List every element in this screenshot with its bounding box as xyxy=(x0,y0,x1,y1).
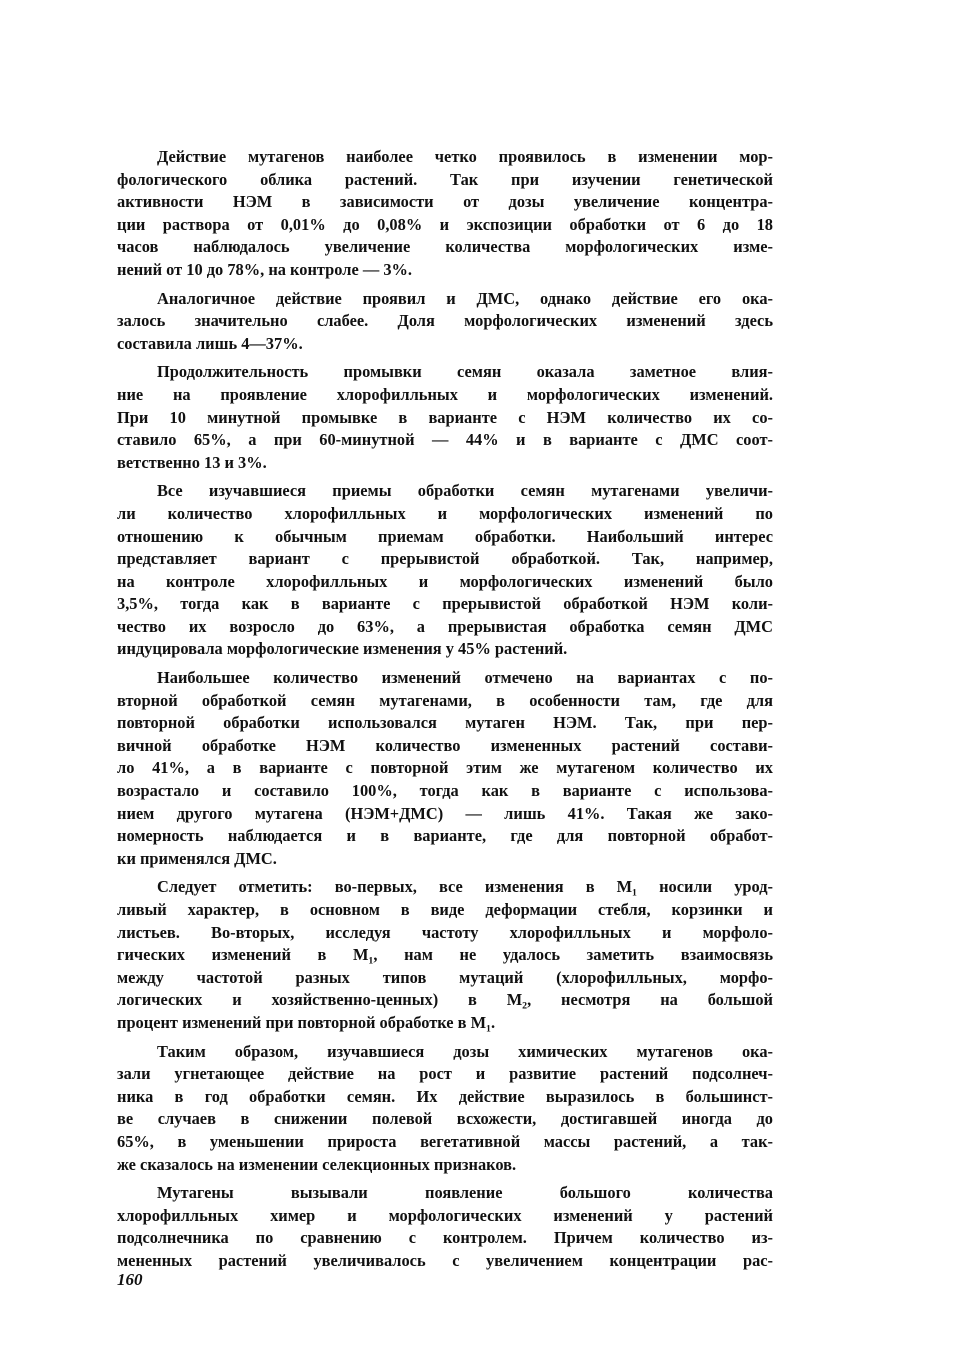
paragraph-6 xyxy=(117,876,773,1034)
text-line: листьев. Во-вторых, исследуя частоту хлорофилльных и морфоло- xyxy=(117,922,773,942)
paragraph-3 xyxy=(117,361,773,474)
text-line: процент изменений при повторной обработке в M₁. xyxy=(117,1012,496,1032)
text-line: ве случаев в снижении полевой всхожести, достигавшей иногда до xyxy=(117,1109,773,1129)
text-line: ли количество хлорофилльных и морфологических изменений по xyxy=(117,503,773,523)
text-line: Продолжительность промывки семян оказала заметное влия- xyxy=(157,362,773,382)
text-line: номерность наблюдается и в варианте, где для повторной обработ- xyxy=(117,826,773,846)
text-line: на контроле хлорофилльных и морфологических изменений было xyxy=(117,571,773,591)
text-line: 65%, в уменьшении прироста вегетативной массы растений, а так- xyxy=(117,1131,773,1151)
text-line: ставило 65%, а при 60-минутной — 44% и в варианте с ДМС соот- xyxy=(117,430,773,450)
text-line: активности НЭМ в зависимости от дозы увеличение концентра- xyxy=(117,192,773,212)
text-line: При 10 минутной промывке в варианте с НЭМ количество их со- xyxy=(117,407,773,427)
page-number: 160 xyxy=(117,1270,143,1289)
paragraph-1 xyxy=(117,146,773,282)
text-line: представляет вариант с прерывистой обработкой. Так, например, xyxy=(117,549,773,569)
text-line: фологического облика растений. Так при изучении генетической xyxy=(117,169,773,189)
text-line: отношению к обычным приемам обработки. Наибольший интерес xyxy=(117,526,773,546)
paragraph-2 xyxy=(117,288,773,356)
text-line: 3,5%, тогда как в варианте с прерывистой обработкой НЭМ коли- xyxy=(117,594,773,614)
text-line: Аналогичное действие проявил и ДМС, однако действие его ока- xyxy=(157,288,773,308)
text-line: подсолнечника по сравнению с контролем. Причем количество из- xyxy=(117,1228,773,1248)
paragraph-8 xyxy=(117,1182,773,1272)
paragraph-4 xyxy=(117,480,773,661)
text-line: ние на проявление хлорофилльных и морфологических изменений. xyxy=(117,384,773,404)
text-line: ло 41%, а в варианте с повторной этим же мутагеном количество их xyxy=(117,758,773,778)
text-line: нений от 10 до 78%, на контроле — 3%. xyxy=(117,259,413,279)
text-line: Наибольшее количество изменений отмечено на вариантах с по- xyxy=(157,668,773,688)
text-line: ника в год обработки семян. Их действие выразилось в большинст- xyxy=(117,1086,773,1106)
text-line: гических изменений в M₁, нам не удалось заметить взаимосвязь xyxy=(117,945,773,965)
text-line: же сказалось на изменении селекционных признаков. xyxy=(117,1154,517,1174)
text-line: Все изучавшиеся приемы обработки семян мутагенами увеличи- xyxy=(157,481,773,501)
text-line: Мутагены вызывали появление большого количества xyxy=(157,1183,773,1203)
text-line: хлорофилльных химер и морфологических изменений у растений xyxy=(117,1205,773,1225)
text-line: ветственно 13 и 3%. xyxy=(117,452,267,472)
text-line: Следует отметить: во-первых, все изменения в M₁ носили урод- xyxy=(157,877,773,897)
text-line: залось значительно слабее. Доля морфологических изменений здесь xyxy=(117,311,773,331)
text-line: логических и хозяйственно-ценных) в M₂, несмотря на большой xyxy=(117,990,773,1010)
paragraph-7 xyxy=(117,1041,773,1177)
text-line: между частотой разных типов мутаций (хлорофилльных, морфо- xyxy=(117,967,773,987)
text-line: вторной обработкой семян мутагенами, в особенности там, где для xyxy=(117,690,773,710)
text-line: индуцировала морфологические изменения у 45% растений. xyxy=(117,639,568,659)
text-line: мененных растений увеличивалось с увеличением концентрации рас- xyxy=(117,1250,773,1270)
text-line: ции раствора от 0,01% до 0,08% и экспозиции обработки от 6 до 18 xyxy=(117,214,773,234)
text-line: вичной обработке НЭМ количество измененных растений состави- xyxy=(117,735,773,755)
text-line: составила лишь 4—37%. xyxy=(117,333,303,353)
text-line: возрастало и составило 100%, тогда как в варианте с использова- xyxy=(117,781,773,801)
page-body-text xyxy=(117,146,773,1279)
text-line: чество их возросло до 63%, а прерывистая обработка семян ДМС xyxy=(117,616,773,636)
text-line: часов наблюдалось увеличение количества морфологических изме- xyxy=(117,237,773,257)
text-line: Действие мутагенов наиболее четко проявилось в изменении мор- xyxy=(157,147,773,166)
text-line: Таким образом, изучавшиеся дозы химических мутагенов ока- xyxy=(157,1041,773,1061)
text-line: нием другого мутагена (НЭМ+ДМС) — лишь 41%. Такая же зако- xyxy=(117,803,773,823)
text-line: ки применялся ДМС. xyxy=(117,848,277,868)
text-line: зали угнетающее действие на рост и развитие растений подсолнеч- xyxy=(117,1064,773,1084)
text-line: ливый характер, в основном в виде деформации стебля, корзинки и xyxy=(117,900,773,919)
text-line: повторной обработки использовался мутаген НЭМ. Так, при пер- xyxy=(117,713,773,733)
paragraph-5 xyxy=(117,667,773,870)
